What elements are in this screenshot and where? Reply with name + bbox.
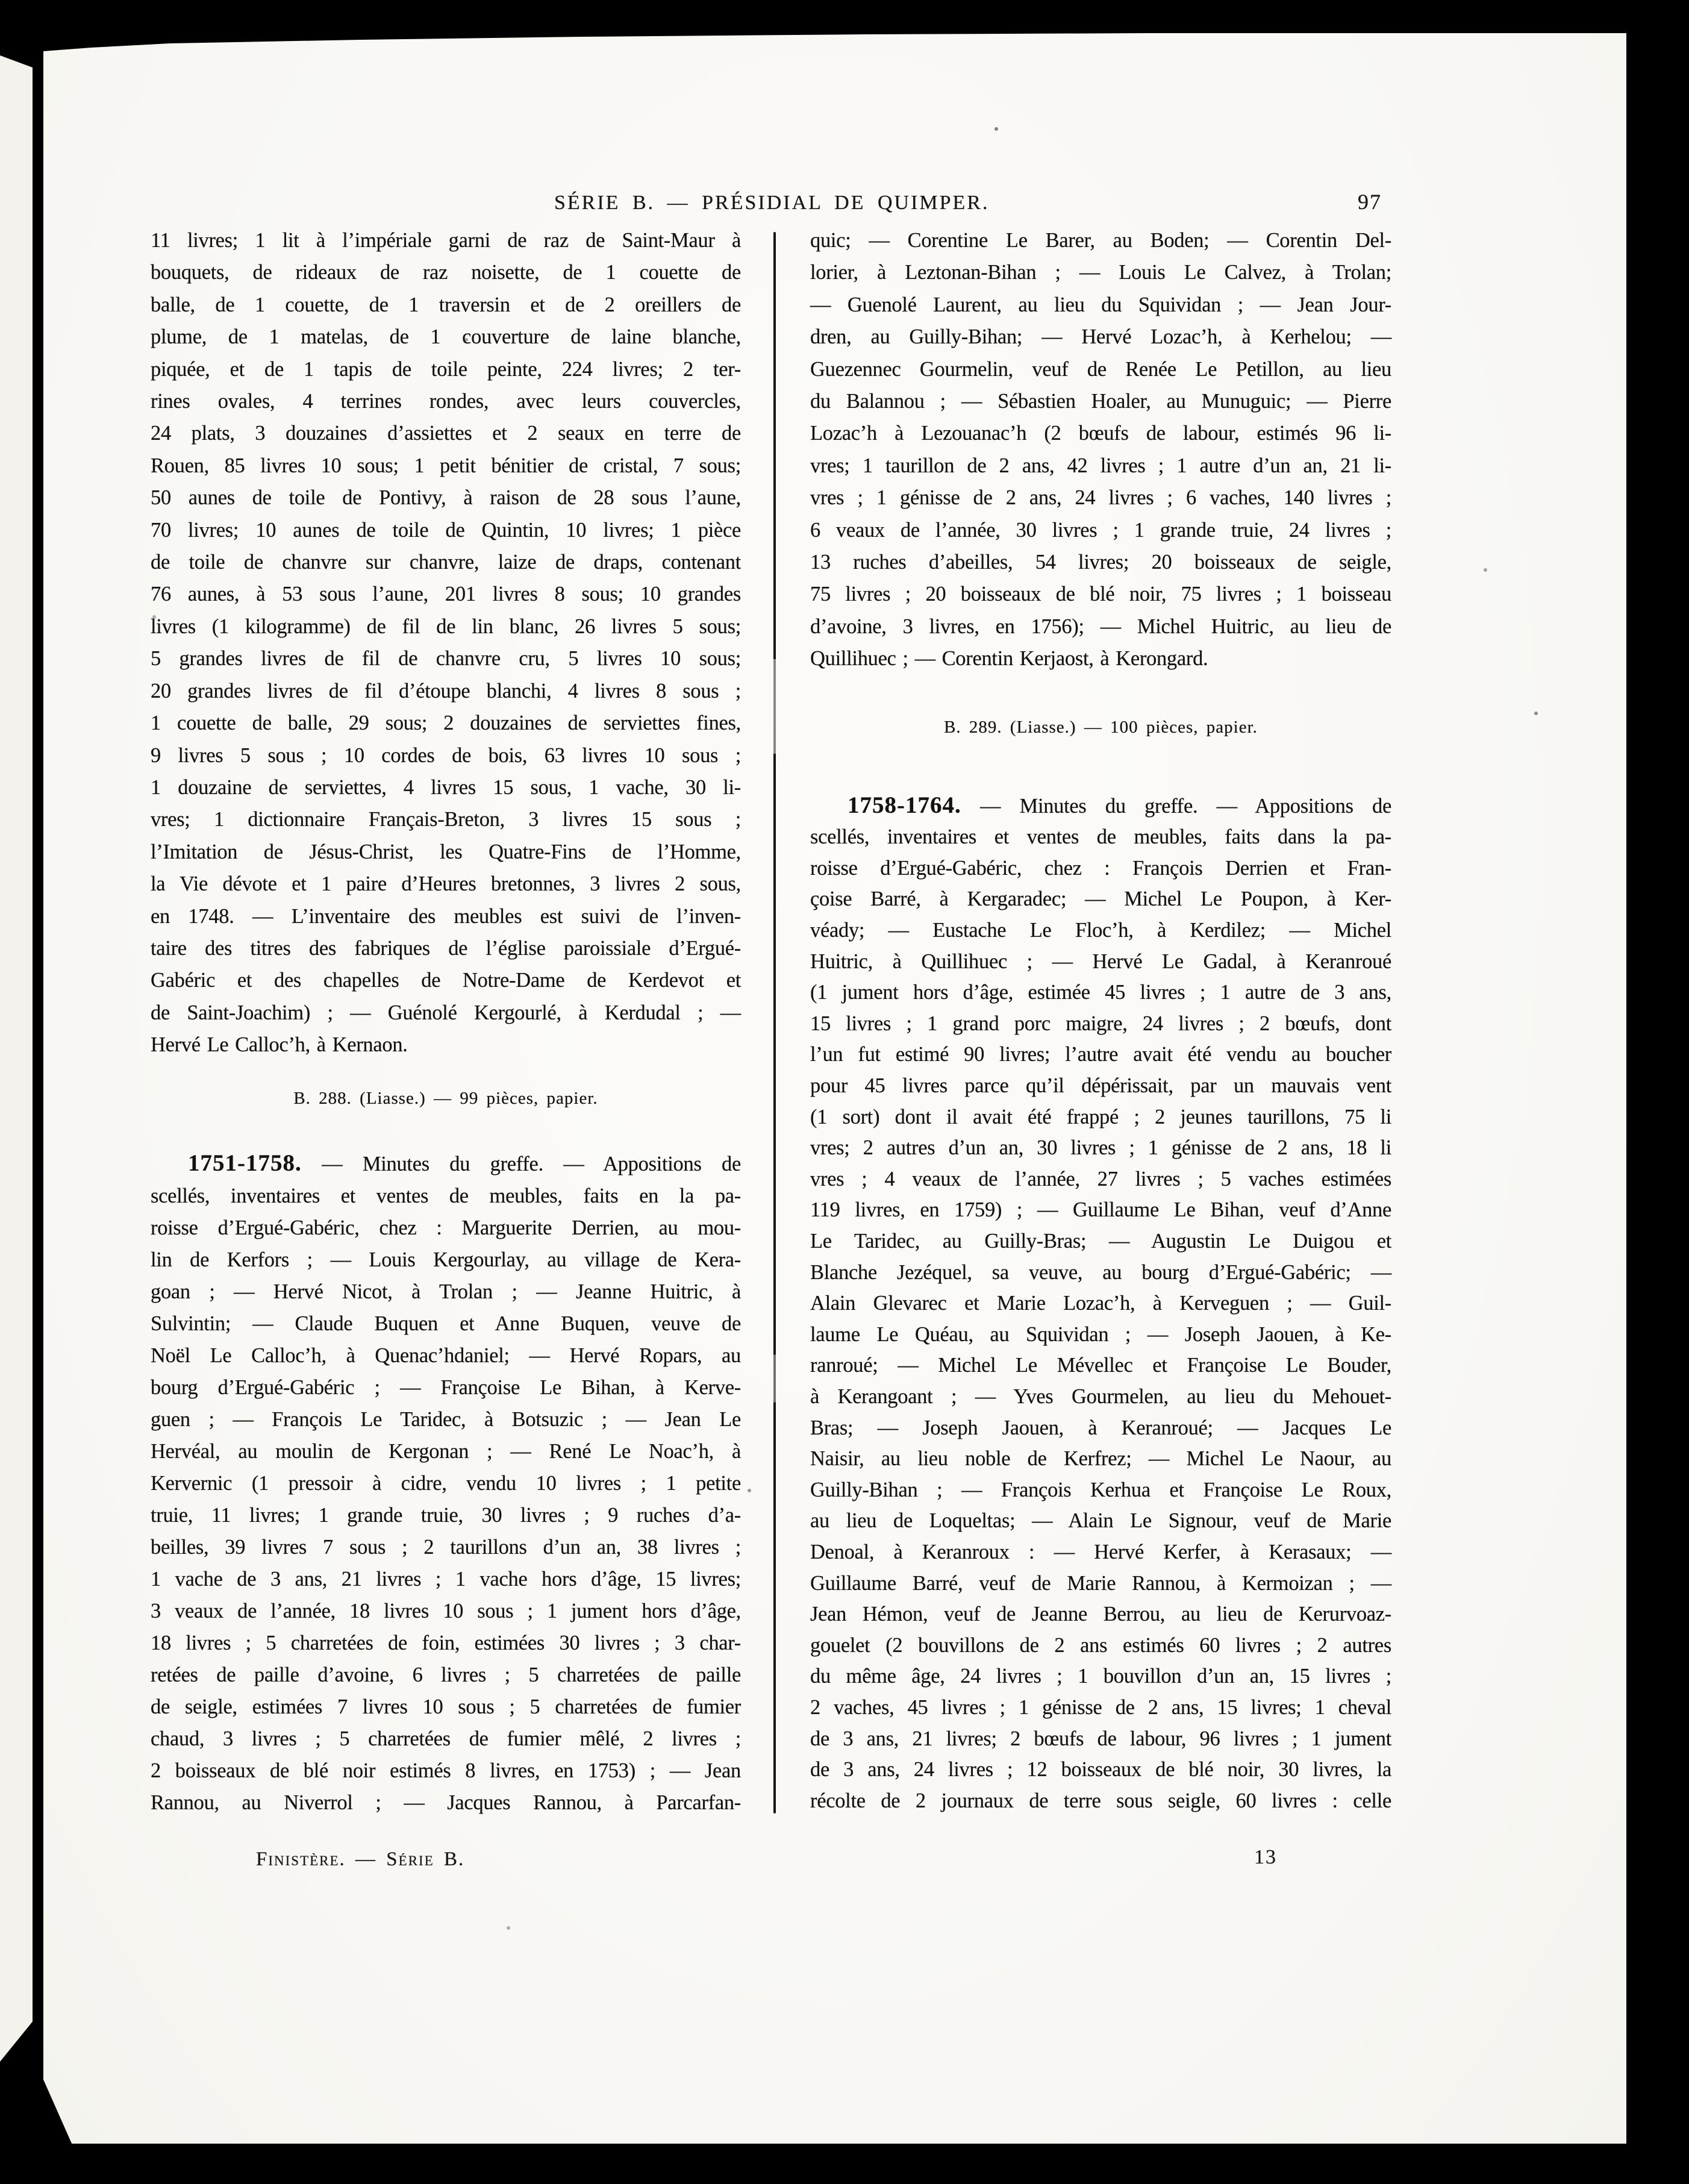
text-line: 1758-1764. — Minutes du greffe. — Appositions de	[848, 792, 1391, 818]
text-line: vres; 2 autres d’un an, 30 livres ; 1 génisse de 2 ans, 18 li	[810, 1136, 1391, 1160]
text-line: de 3 ans, 21 livres; 2 bœufs de labour, 96 livres ; 1 jument	[810, 1727, 1391, 1750]
text-line: Sulvintin; — Claude Buquen et Anne Buquen, veuve de	[151, 1312, 741, 1335]
text-line: vres; 1 dictionnaire Français-Breton, 3 livres 15 sous ;	[151, 808, 741, 831]
text-line: 119 livres, en 1759) ; — Guillaume Le Bihan, veuf d’Anne	[810, 1198, 1391, 1222]
text-line: bourg d’Ergué-Gabéric ; — Françoise Le Bihan, à Kerve-	[151, 1375, 741, 1399]
text-line: chaud, 3 livres ; 5 charretées de fumier mêlé, 2 livres ;	[151, 1727, 741, 1750]
text-line: roisse d’Ergué-Gabéric, chez : François Derrien et Fran-	[810, 856, 1391, 880]
text-line: 20 grandes livres de fil d’étoupe blanchi, 4 livres 8 sous ;	[151, 679, 741, 702]
text-line: d’avoine, 3 livres, en 1756); — Michel Huitric, au lieu de	[810, 615, 1391, 638]
text-line: de 3 ans, 24 livres ; 12 boisseaux de blé noir, 30 livres, la	[810, 1758, 1391, 1782]
text-line: 75 livres ; 20 boisseaux de blé noir, 75 livres ; 1 boisseau	[810, 583, 1391, 606]
text-line: balle, de 1 couette, de 1 traversin et de 2 oreillers de	[151, 293, 741, 316]
text-line: rines ovales, 4 terrines rondes, avec leurs couvercles,	[151, 390, 741, 413]
text-line: de toile de chanvre sur chanvre, laize de draps, contenant	[151, 551, 741, 574]
text-block	[810, 225, 1391, 675]
text-line: 6 veaux de l’année, 30 livres ; 1 grande truie, 24 livres ;	[810, 518, 1391, 542]
text-line: 5 grandes livres de fil de chanvre cru, 5 livres 10 sous;	[151, 647, 741, 671]
text-line: Naisir, au lieu noble de Kerfrez; — Michel Le Naour, au	[810, 1447, 1391, 1471]
text-line: ranroué; — Michel Le Mévellec et Françoise Le Bouder,	[810, 1354, 1391, 1377]
text-line: Blanche Jezéquel, sa veuve, au bourg d’Ergué-Gabéric; —	[810, 1260, 1391, 1284]
text-line: 24 plats, 3 douzaines d’assiettes et 2 seaux en terre de	[151, 422, 741, 445]
text-line: bouquets, de rideaux de raz noisette, de 1 couette de	[151, 261, 741, 284]
entry-heading: B. 288. (Liasse.) — 99 pièces, papier.	[293, 1088, 598, 1108]
text-line: à Kerangoant ; — Yves Gourmelen, au lieu du Mehouet-	[810, 1385, 1391, 1408]
text-line: Huitric, à Quillihuec ; — Hervé Le Gadal, à Keranroué	[810, 950, 1391, 973]
footer-signature-number: 13	[1254, 1846, 1277, 1868]
text-line: guen ; — François Le Taridec, à Botsuzic ; — Jean Le	[151, 1407, 741, 1431]
text-line: lin de Kerfors ; — Louis Kergourlay, au village de Kera-	[151, 1248, 741, 1271]
text-line: 70 livres; 10 aunes de toile de Quintin, 10 livres; 1 pièce	[151, 518, 741, 542]
text-line: Guilly-Bihan ; — François Kerhua et Françoise Le Roux,	[810, 1478, 1391, 1501]
text-line: Rouen, 85 livres 10 sous; 1 petit bénitier de cristal, 7 sous;	[151, 454, 741, 477]
text-line: Hervéal, au moulin de Kergonan ; — René Le Noac’h, à	[151, 1439, 741, 1463]
text-line: 50 aunes de toile de Pontivy, à raison de 28 sous l’aune,	[151, 486, 741, 510]
facing-page-edge	[0, 55, 33, 2062]
text-line: Noël Le Calloc’h, à Quenac’hdaniel; — Hervé Ropars, au	[151, 1344, 741, 1367]
text-line: de Saint-Joachim) ; — Guénolé Kergourlé, à Kerdudal ; —	[151, 1001, 741, 1024]
entry-date-lead: 1751-1758.	[188, 1150, 302, 1176]
text-line: Bras; — Joseph Jaouen, à Keranroué; — Jacques Le	[810, 1416, 1391, 1439]
text-line: vres ; 1 génisse de 2 ans, 24 livres ; 6 vaches, 140 livres ;	[810, 486, 1391, 510]
text-line: Guezennec Gourmelin, veuf de Renée Le Petillon, au lieu	[810, 357, 1391, 381]
text-line: Guillaume Barré, veuf de Marie Rannou, à Kermoizan ; —	[810, 1571, 1391, 1595]
text-line: 76 aunes, à 53 sous l’aune, 201 livres 8 sous; 10 grandes	[151, 583, 741, 606]
text-line: Rannou, au Niverrol ; — Jacques Rannou, à Parcarfan-	[151, 1791, 741, 1814]
text-line: livres (1 kilogramme) de fil de lin blanc, 26 livres 5 sous;	[151, 615, 741, 638]
entry-heading: B. 289. (Liasse.) — 100 pièces, papier.	[944, 717, 1258, 737]
text-block	[151, 225, 741, 1062]
text-line: plume, de 1 matelas, de 1 couverture de laine blanche,	[151, 325, 741, 349]
text-line: 3 veaux de l’année, 18 livres 10 sous ; 1 jument hors d’âge,	[151, 1599, 741, 1622]
text-line: vres ; 4 veaux de l’année, 27 livres ; 5 vaches estimées	[810, 1167, 1391, 1191]
text-line: dren, au Guilly-Bihan; — Hervé Lozac’h, à Kerhelou; —	[810, 325, 1391, 349]
text-line: Alain Glevarec et Marie Lozac’h, à Kerveguen ; — Guil-	[810, 1292, 1391, 1315]
text-line: l’un fut estimé 90 livres; l’autre avait été vendu au boucher	[810, 1043, 1391, 1066]
text-line: beilles, 39 livres 7 sous ; 2 taurillons d’un an, 38 livres ;	[151, 1535, 741, 1559]
text-line: 2 vaches, 45 livres ; 1 génisse de 2 ans, 15 livres; 1 cheval	[810, 1695, 1391, 1719]
page-number: 97	[1358, 190, 1382, 214]
text-line: (1 sort) dont il avait été frappé ; 2 jeunes taurillons, 75 li	[810, 1105, 1391, 1128]
text-line: vres; 1 taurillon de 2 ans, 42 livres ; 1 autre d’un an, 21 li-	[810, 454, 1391, 477]
text-line: scellés, inventaires et ventes de meubles, faits en la pa-	[151, 1184, 741, 1207]
text-line: 9 livres 5 sous ; 10 cordes de bois, 63 livres 10 sous ;	[151, 743, 741, 767]
text-line: la Vie dévote et 1 paire d’Heures bretonnes, 3 livres 2 sous,	[151, 872, 741, 896]
text-line: 15 livres ; 1 grand porc maigre, 24 livres ; 2 bœufs, dont	[810, 1012, 1391, 1035]
text-line: du même âge, 24 livres ; 1 bouvillon d’un an, 15 livres ;	[810, 1665, 1391, 1688]
text-line: Denoal, à Keranroux : — Hervé Kerfer, à Kerasaux; —	[810, 1540, 1391, 1563]
entry-date-lead: 1758-1764.	[848, 792, 961, 818]
text-line: retées de paille d’avoine, 6 livres ; 5 charretées de paille	[151, 1663, 741, 1686]
text-line: 1751-1758. — Minutes du greffe. — Appositions de	[188, 1150, 741, 1176]
text-line: Kervernic (1 pressoir à cidre, vendu 10 livres ; 1 petite	[151, 1471, 741, 1495]
text-line: goan ; — Hervé Nicot, à Trolan ; — Jeanne Huitric, à	[151, 1280, 741, 1303]
text-line: 2 boisseaux de blé noir estimés 8 livres, en 1753) ; — Jean	[151, 1759, 741, 1782]
scan-noise-specks	[0, 0, 2, 2]
text-line: Hervé Le Calloc’h, à Kernaon.	[151, 1033, 408, 1057]
text-line: Jean Hémon, veuf de Jeanne Berrou, au lieu de Kerurvoaz-	[810, 1603, 1391, 1626]
left-column	[151, 225, 741, 1819]
text-line: lorier, à Leztonan-Bihan ; — Louis Le Calvez, à Trolan;	[810, 261, 1391, 284]
text-line: récolte de 2 journaux de terre sous seigle, 60 livres : celle	[810, 1789, 1391, 1812]
text-line: en 1748. — L’inventaire des meubles est suivi de l’inven-	[151, 904, 741, 928]
column-divider-rule	[773, 232, 776, 1813]
text-line: Lozac’h à Lezouanac’h (2 bœufs de labour, estimés 96 li-	[810, 422, 1391, 445]
text-line: du Balannou ; — Sébastien Hoaler, au Munuguic; — Pierre	[810, 390, 1391, 413]
text-line: piquée, et de 1 tapis de toile peinte, 224 livres; 2 ter-	[151, 357, 741, 381]
text-line: scellés, inventaires et ventes de meubles, faits dans la pa-	[810, 825, 1391, 849]
text-line: roisse d’Ergué-Gabéric, chez : Marguerite Derrien, au mou-	[151, 1216, 741, 1239]
text-line: (1 jument hors d’âge, estimée 45 livres ; 1 autre de 3 ans,	[810, 981, 1391, 1004]
text-line: de seigle, estimées 7 livres 10 sous ; 5 charretées de fumier	[151, 1695, 741, 1718]
running-header	[554, 192, 990, 214]
text-line: laume Le Quéau, au Squividan ; — Joseph Jaouen, à Ke-	[810, 1322, 1391, 1346]
text-line: çoise Barré, à Kergaradec; — Michel Le Poupon, à Ker-	[810, 887, 1391, 911]
text-line: au lieu de Loqueltas; — Alain Le Signour, veuf de Marie	[810, 1509, 1391, 1533]
text-line: 1 couette de balle, 29 sous; 2 douzaines de serviettes fines,	[151, 712, 741, 735]
text-block	[810, 790, 1391, 1817]
text-block	[151, 1147, 741, 1819]
text-line: gouelet (2 bouvillons de 2 ans estimés 60 livres ; 2 autres	[810, 1633, 1391, 1657]
text-line: Le Taridec, au Guilly-Bras; — Augustin Le Duigou et	[810, 1230, 1391, 1253]
text-line: 11 livres; 1 lit à l’impériale garni de raz de Saint-Maur à	[151, 229, 741, 252]
text-line: quic; — Corentine Le Barer, au Boden; — Corentin Del-	[810, 229, 1391, 252]
text-line: 13 ruches d’abeilles, 54 livres; 20 boisseaux de seigle,	[810, 551, 1391, 574]
footer-imprint: Finistère. — Série B.	[256, 1848, 465, 1870]
text-line: 1 vache de 3 ans, 21 livres ; 1 vache hors d’âge, 15 livres;	[151, 1567, 741, 1591]
text-line: Gabéric et des chapelles de Notre-Dame de Kerdevot et	[151, 969, 741, 992]
text-line: l’Imitation de Jésus-Christ, les Quatre-Fins de l’Homme,	[151, 840, 741, 863]
text-line: véady; — Eustache Le Floc’h, à Kerdilez; — Michel	[810, 919, 1391, 942]
text-line: 1 douzaine de serviettes, 4 livres 15 sous, 1 vache, 30 li-	[151, 775, 741, 799]
right-column	[810, 225, 1391, 1816]
text-line: truie, 11 livres; 1 grande truie, 30 livres ; 9 ruches d’a-	[151, 1503, 741, 1527]
text-line: taire des titres des fabriques de l’église paroissiale d’Ergué-	[151, 936, 741, 960]
text-line: pour 45 livres parce qu’il dépérissait, par un mauvais vent	[810, 1074, 1391, 1098]
text-line: 18 livres ; 5 charretées de foin, estimées 30 livres ; 3 char-	[151, 1631, 741, 1654]
text-line: — Guenolé Laurent, au lieu du Squividan ; — Jean Jour-	[810, 293, 1391, 316]
header-title: SÉRIE B. — PRÉSIDIAL DE QUIMPER.	[554, 192, 990, 214]
text-line: Quillihuec ; — Corentin Kerjaost, à Kerongard.	[810, 647, 1208, 671]
